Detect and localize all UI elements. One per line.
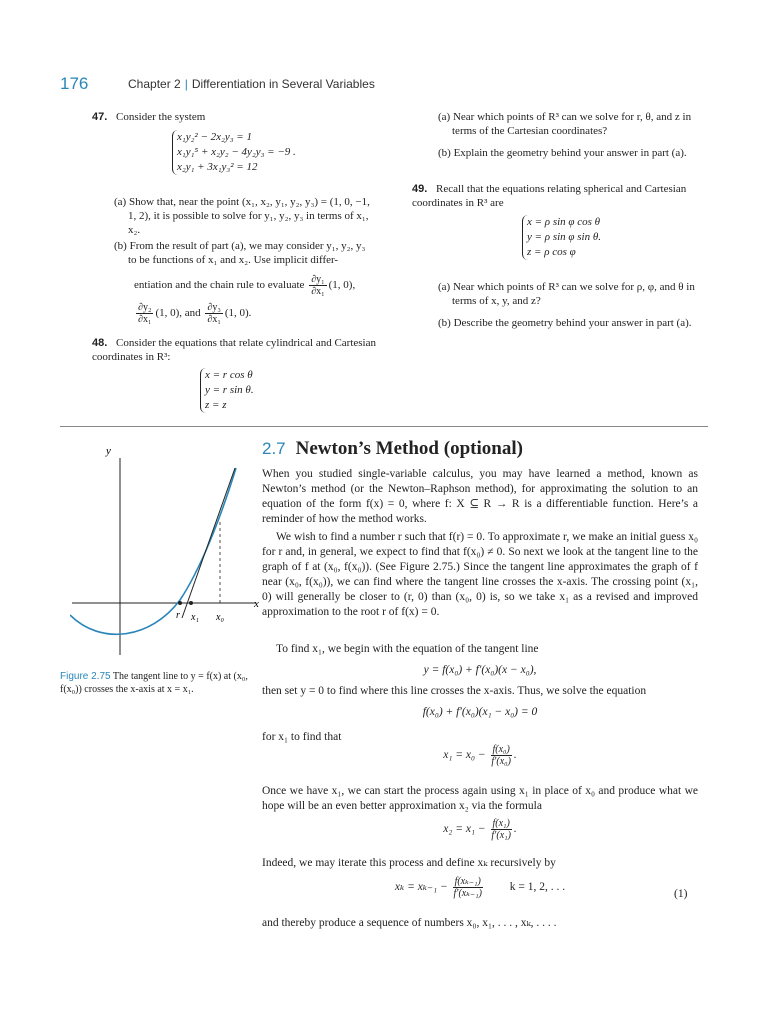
system-equation: x₁y₁⁵ + x₂y₂ − 4y₂y₃ = −9 . (177, 146, 296, 158)
partial-fraction: $\frac{\text{∂y₂}}{\text{∂x₁}}$ (138, 302, 152, 325)
paragraph-for-x1: for x₁ to find that (262, 731, 342, 743)
exercise-number: 48. (92, 337, 108, 349)
equation-tangent-line: y = f(x₀) + f′(x₀)(x − x₀), (423, 664, 537, 676)
equation-xk: xₖ = xₖ₋₁ − $\frac{\text{f(xₖ₋₁)}}{\text{f′(xₖ₋₁)}}$ k = 1, 2, . . . (394, 876, 566, 899)
exercise-49-part-b: (b) Describe the geometry behind your answer in part (a). (438, 317, 692, 329)
fraction: $\frac{\text{f(x₀)}}{\text{f′(x₀)}}$ (491, 744, 511, 767)
system-equation: x = ρ sin φ cos θ (527, 216, 601, 228)
exercise-text: Consider the system (116, 111, 206, 123)
system-equation: x = r cos θ (205, 369, 253, 381)
figure-2-75 (70, 440, 270, 660)
r-label: r (176, 610, 180, 621)
equation-x2: x₂ = x₁ − $\frac{\text{f(x₁)}}{\text{f′(x₁)}}$ . (443, 818, 517, 841)
exercise-48-system (200, 368, 254, 413)
equation-index-range: k = 1, 2, . . . (509, 881, 566, 894)
system-equation: z = ρ cos φ (527, 246, 576, 258)
paragraph-set-y: then set y = 0 to find where this line crosses the x-axis. Thus, we solve the equation (262, 685, 647, 697)
section-title: Newton’s Method (optional) (295, 438, 523, 459)
system-equation: y = ρ sin φ sin θ. (527, 231, 601, 243)
equation-x1: x₁ = x₀ − $\frac{\text{f(x₀)}}{\text{f′(x₀)}}$ . (443, 744, 517, 767)
y-axis-label: y (106, 445, 111, 457)
fraction: $\frac{\text{f(xₖ₋₁)}}{\text{f′(xₖ₋₁)}}$ (453, 876, 482, 899)
exercise-number: 49. (412, 183, 428, 195)
exercise-text: Consider the equations that relate cylindrical and Cartesian coordinates in R³: (92, 337, 376, 363)
system-equation: y = r sin θ. (205, 384, 254, 396)
exercise-48-part-b: (b) Explain the geometry behind your answer in part (a). (438, 147, 687, 159)
exercise-49-system (522, 215, 601, 260)
figure-caption-label: Figure 2.75 (60, 671, 111, 682)
partial-fraction: $\frac{\text{∂y₁}}{\text{∂x₁}}$ (311, 274, 325, 297)
section-number: 2.7 (262, 439, 286, 458)
chapter-title: Differentiation in Several Variables (191, 77, 375, 91)
paragraph-intro: When you studied single-variable calculus, you may have learned a method, known as Newton’s method (or the Newton–Raphson method), for approximating the solution to an equation of the form f(x) = 0, where f: X ⊆ R → R is a differentiable function. Here’s a reminder of how the method works. (262, 468, 698, 525)
section-heading (262, 438, 523, 460)
running-header (128, 77, 375, 91)
partial-fraction: $\frac{\text{∂y₃}}{\text{∂x₁}}$ (207, 302, 221, 325)
x-axis-label: x (254, 598, 259, 610)
paragraph-iterate: Once we have x₁, we can start the process again using x₁ in place of x₀ and produce what we hope will be an even better approximation x₂ via the formula (262, 785, 698, 812)
x1-label: x₁ (191, 612, 199, 623)
exercise-48-part-a: (a) Near which points of R³ can we solve for r, θ, and z in terms of the Cartesian coordinates? (438, 111, 692, 137)
exercise-number: 47. (92, 111, 108, 123)
tangent-line (182, 468, 235, 618)
header-separator: | (184, 77, 188, 91)
paragraph-recursive: Indeed, we may iterate this process and define xₖ recursively by (262, 857, 556, 869)
system-equation: x₁y₂² − 2x₂y₃ = 1 (177, 131, 252, 143)
paragraph-sequence: and thereby produce a sequence of numbers x₀, x₁, . . . , xₖ, . . . . (262, 917, 557, 929)
exercise-49-part-a: (a) Near which points of R³ can we solve for ρ, φ, and θ in terms of x, y, and z? (438, 281, 695, 307)
equation-tag: (1) (674, 888, 688, 900)
figure-caption (60, 670, 250, 696)
exercise-47-part-a: (a) Show that, near the point (x₁, x₂, y₁, y₂, y₃) = (1, 0, −1, 1, 2), it is possible to solve for y₁, y₂, y₃ in terms of x₁, x₂. (114, 196, 370, 236)
fraction: $\frac{\text{f(x₁)}}{\text{f′(x₁)}}$ (491, 818, 511, 841)
exercise-47-system (172, 130, 296, 175)
exercise-47-intro (92, 110, 205, 124)
paragraph-method: We wish to find a number r such that f(r) = 0. To approximate r, we make an initial guess x₀ for r and, in general, we expect to find that f(x₀) ≠ 0. So next we look at the tangent line to the graph of f at (x₀, f(x₀)). (See Figure 2.75.) Since the tangent line approximates the graph of f near (x₀, f(x₀)), we can find where the tangent line crosses the x-axis. The crossing point (x₁, 0) will generally be closer to (r, 0) than (x₀, 0) is, so we take x₁ as a revised and improved approximation to the root r of f(x) = 0. (262, 531, 698, 618)
function-curve (70, 468, 236, 634)
equation-solve: f(x₀) + f′(x₀)(x₁ − x₀) = 0 (422, 706, 538, 718)
section-divider (60, 426, 708, 427)
root-point (178, 601, 182, 605)
exercise-text: Recall that the equations relating spherical and Cartesian coordinates in R³ are (412, 183, 687, 209)
figure-caption-text: The tangent line to y = f(x) at (x₀, f(x₀)) crosses the x-axis at x = x₁. (60, 671, 248, 695)
exercise-48-intro (92, 336, 378, 364)
exercise-47-part-b: (b) From the result of part (a), we may consider y₁, y₂, y₃ to be functions of x₁ and x₂. Use implicit differ- (114, 240, 366, 266)
exercise-47-part-b-cont: entiation and the chain rule to evaluate $\frac{\text{∂y₁}}{\text{∂x₁}}$ (1, 0), (134, 274, 356, 297)
page-number: 176 (60, 74, 89, 93)
system-equation: x₂y₁ + 3x₁y₃² = 12 (177, 161, 258, 173)
x1-point (189, 601, 193, 605)
paragraph-tangent-intro: To find x₁, we begin with the equation of the tangent line (276, 643, 539, 655)
exercise-47-part-b-fracs: $\frac{\text{∂y₂}}{\text{∂x₁}}$ (1, 0), and $\frac{\text{∂y₃}}{\text{∂x₁}}$ (1, 0). (138, 302, 252, 325)
x0-label: x₀ (216, 612, 224, 623)
system-equation: z = z (205, 399, 227, 411)
exercise-49-intro (412, 182, 698, 210)
chapter-label: Chapter 2 (128, 77, 181, 91)
part-b-text: entiation and the chain rule to evaluate (134, 279, 305, 292)
